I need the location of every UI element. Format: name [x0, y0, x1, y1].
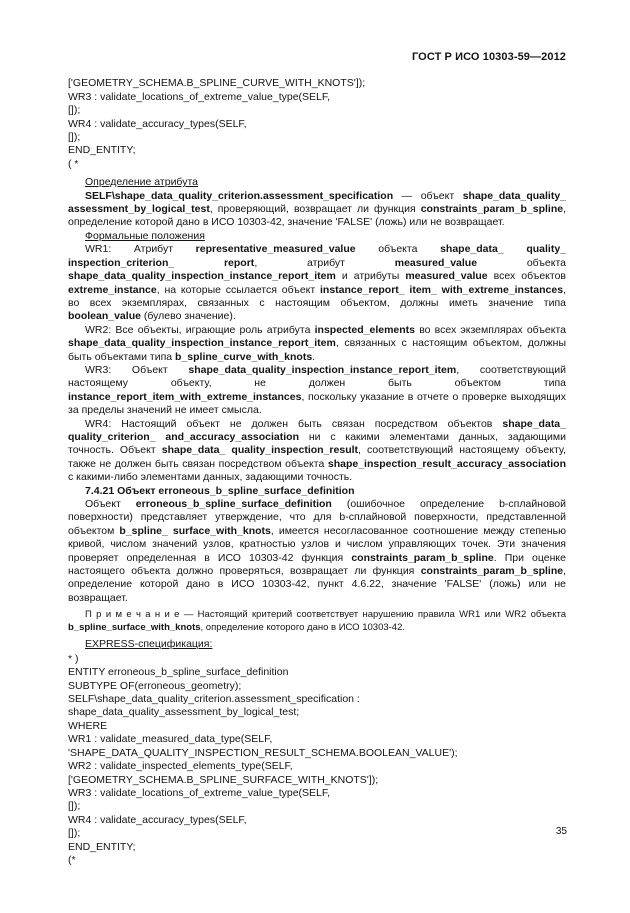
express-code-block-main — [68, 653, 566, 868]
entity-name-bold: shape_inspection_result_accuracy_association — [327, 457, 566, 470]
express-spec-label — [68, 638, 566, 651]
entity-name-bold: instance_report_item_with_extreme_instances — [68, 390, 302, 403]
entity-name-bold: shape_data_quality_inspection_instance_report_item — [68, 270, 336, 283]
note-paragraph — [68, 609, 566, 634]
text-run: , определение которого дано в ИСО 10303-42. — [200, 621, 405, 633]
entity-name-bold: representative_measured_value — [195, 243, 356, 256]
code-line: []); — [68, 800, 81, 813]
text-run: , связанных с настоящим объектом, должны быть объектами типа — [68, 337, 566, 363]
entity-name-bold: shape_data_quality_inspection_instance_report_item — [68, 337, 336, 350]
text-run: , поскольку указание в отчете о проверке выходящих за пределы значений не имеет смысла. — [68, 390, 566, 417]
code-line: WR4 : validate_accuracy_types(SELF, — [68, 117, 247, 130]
code-line: ( * — [68, 157, 79, 170]
code-line: SUBTYPE OF(erroneous_geometry); — [68, 679, 242, 692]
entity-name-bold: extreme_instance — [68, 283, 157, 296]
express-spec-label-text: EXPRESS-спецификация: — [85, 638, 213, 651]
text-run: во всех экземплярах объекта — [415, 323, 566, 336]
text-run: П р и м е ч а н и е — Настоящий критерий соответствует нарушению правила WR1 или WR2 объекта — [85, 609, 566, 621]
code-line: END_ENTITY; — [68, 840, 136, 853]
text-run: , соответствующий настоящему объекту, не должен быть объектом типа — [68, 363, 566, 390]
formal-provisions-label — [68, 230, 566, 243]
entity-name-bold: constraints_param_b_spline — [351, 551, 494, 564]
text-run: ни с какими элементами данных, задающими точность. Объект — [68, 430, 566, 457]
code-line: shape_data_quality_assessment_by_logical_test; — [68, 706, 300, 719]
wr3-paragraph — [68, 364, 566, 418]
page-header — [68, 51, 566, 64]
entity-name-bold: constraints_param_b_spline — [420, 203, 564, 216]
code-line: []); — [68, 131, 81, 144]
text-run: , атрибут — [254, 256, 395, 269]
text-run: . — [312, 350, 316, 363]
section-heading: 7.4.21 Объект erroneous_b_spline_surface_definition — [85, 484, 355, 497]
entity-name-bold: boolean_value — [68, 310, 141, 323]
code-line: WR4 : validate_accuracy_types(SELF, — [68, 813, 247, 826]
entity-name-bold: instance_report_ item_ with_extreme_instances — [320, 283, 564, 296]
attribute-definition-label — [68, 176, 566, 189]
entity-name-bold: b_spline_curve_with_knots — [175, 350, 313, 363]
code-line: * ) — [68, 652, 79, 665]
code-line: SELF\shape_data_quality_criterion.assessment_specification : — [68, 693, 360, 706]
entity-name-bold: measured_value — [405, 270, 488, 283]
code-line: WR3 : validate_locations_of_extreme_value_type(SELF, — [68, 786, 331, 799]
page-number: 35 — [555, 826, 567, 837]
text-run: WR2: Все объекты, играющие роль атрибута — [85, 323, 315, 336]
text-run: всех объектов — [487, 270, 566, 283]
attribute-definition-label-text: Определение атрибута — [85, 176, 198, 189]
code-line: ['GEOMETRY_SCHEMA.B_SPLINE_CURVE_WITH_KNOTS']); — [68, 77, 366, 90]
entity-name-bold: inspected_elements — [314, 323, 416, 336]
text-run: WR3: Объект — [85, 363, 189, 376]
text-run: , проверяющий, возвращает ли функция — [209, 203, 421, 216]
entity-name-bold: shape_data_quality_inspection_instance_report_item — [188, 363, 457, 376]
code-line: ['GEOMETRY_SCHEMA.B_SPLINE_SURFACE_WITH_KNOTS']); — [68, 773, 379, 786]
code-line: WR3 : validate_locations_of_extreme_value_type(SELF, — [68, 90, 331, 103]
text-run: WR1: Атрибут — [85, 243, 196, 256]
code-line: WHERE — [68, 719, 108, 732]
document-code: ГОСТ Р ИСО 10303-59—2012 — [411, 51, 566, 63]
text-run: (ошибочное определение b-сплайновой поверхности) представляет утверждение, что для b-сплайновой поверхности, представленной объектом — [68, 498, 566, 537]
text-run: . При оценке настоящего объекта должно проверяться, возвращает ли функция — [68, 551, 566, 578]
entity-name-bold: shape_data_ quality_criterion_ and_accuracy_association — [68, 417, 566, 443]
text-run: с какими-либо элементами данных, задающими точность. — [68, 471, 353, 484]
entity-name-bold: shape_data_ quality_ inspection_criterion_ report — [68, 243, 567, 269]
wr4-paragraph — [68, 418, 566, 485]
entity-name-bold: b_spline_surface_with_knots — [68, 621, 201, 633]
code-line: END_ENTITY; — [68, 144, 136, 157]
code-line: WR2 : validate_inspected_elements_type(SELF, — [68, 760, 293, 773]
code-line: (* — [68, 853, 76, 866]
code-line: ENTITY erroneous_b_spline_surface_definition — [68, 666, 289, 679]
entity-name-bold: erroneous_b_spline_surface_definition — [135, 498, 332, 510]
text-run: объекта — [355, 243, 441, 256]
text-run: — объект — [393, 189, 463, 202]
text-run: , имеется несогласованное соотношение между степенью кривой, числом значений узлов, кратностью узлов и числом управляющих точек. Эти значения проверяет определенная в ИСО 10303-42 функция — [68, 524, 567, 564]
entity-name-bold: SELF\shape_data_quality_criterion.assessment_specification — [85, 189, 394, 202]
text-run: , соответствующий настоящему объекту, также не должен быть связан посредством объекта — [68, 444, 566, 470]
express-code-block-top — [68, 77, 566, 171]
code-line: WR1 : validate_measured_data_type(SELF, — [68, 733, 273, 746]
entity-name-bold: constraints_param_b_spline — [420, 565, 564, 578]
text-run: и атрибуты — [335, 270, 406, 283]
wr1-paragraph — [68, 243, 566, 323]
section-description-paragraph — [68, 498, 566, 605]
formal-provisions-label-text: Формальные положения — [85, 229, 205, 242]
entity-name-bold: shape_data_quality_ assessment_by_logical_test — [68, 189, 566, 216]
wr2-paragraph — [68, 324, 566, 364]
text-run: WR4: Настоящий объект не должен быть связан посредством объектов — [85, 417, 503, 430]
code-line: []); — [68, 827, 81, 840]
text-run: , на которые ссылается объект — [156, 283, 320, 296]
text-run: (булево значение). — [140, 310, 236, 323]
text-run: , во всех экземплярах, связанных с настоящим объектом, должны иметь значение типа — [68, 283, 566, 309]
text-run: , определение которой дано в ИСО 10303-42, значение 'FALSE' (ложь) или не возвращает. — [68, 203, 566, 229]
entity-name-bold: b_spline_ surface_with_knots — [119, 524, 271, 537]
text-run: Объект — [85, 498, 136, 510]
code-line: []); — [68, 104, 81, 117]
text-run: , определение которой дано в ИСО 10303-42, пункт 4.6.22, значение 'FALSE' (ложь) или не возвращает. — [68, 565, 566, 604]
attribute-definition-paragraph — [68, 190, 566, 230]
text-run: объекта — [477, 256, 566, 269]
entity-name-bold: shape_data_ quality_inspection_result — [161, 444, 359, 457]
entity-name-bold: measured_value — [394, 256, 478, 269]
code-line: 'SHAPE_DATA_QUALITY_INSPECTION_RESULT_SCHEMA.BOOLEAN_VALUE'); — [68, 746, 458, 759]
